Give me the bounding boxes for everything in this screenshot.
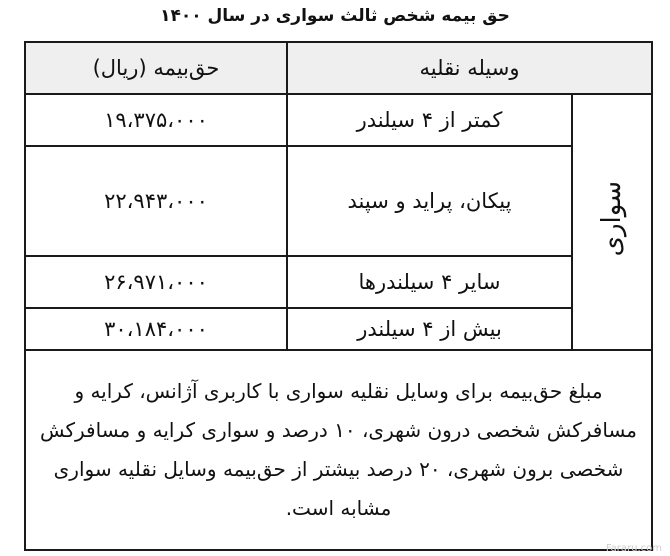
table-header-row bbox=[25, 42, 652, 94]
price-cell: ۳۰،۱۸۴،۰۰۰ bbox=[25, 308, 287, 350]
vehicle-cell: بیش از ۴ سیلندر bbox=[287, 308, 572, 350]
note-row bbox=[25, 350, 652, 550]
watermark: Fararu.com bbox=[605, 543, 662, 554]
table-row bbox=[25, 308, 652, 350]
price-cell: ۱۹،۳۷۵،۰۰۰ bbox=[25, 94, 287, 146]
note-text: مبلغ حق‌بیمه برای وسایل نقلیه سواری با کاربری آژانس، کرایه و مسافرکش شخصی درون شهری، ۱۰ درصد و سواری کرایه و مسافرکش شخصی برون شهری، ۲۰ درصد بیشتر از حق‌بیمه وسایل نقلیه سواری مشابه است. bbox=[25, 350, 652, 550]
price-cell: ۲۶،۹۷۱،۰۰۰ bbox=[25, 256, 287, 308]
header-price: حق‌بیمه (ریال) bbox=[25, 42, 287, 94]
vehicle-cell: پیکان، پراید و سپند bbox=[287, 146, 572, 256]
header-vehicle: وسیله نقلیه bbox=[287, 42, 652, 94]
price-cell: ۲۲،۹۴۳،۰۰۰ bbox=[25, 146, 287, 256]
vehicle-cell: کمتر از ۴ سیلندر bbox=[287, 94, 572, 146]
table-row bbox=[25, 256, 652, 308]
insurance-table bbox=[24, 41, 653, 551]
category-cell bbox=[572, 94, 652, 350]
table-title: حق بیمه شخص ثالث سواری در سال ۱۴۰۰ bbox=[160, 6, 510, 26]
table-row bbox=[25, 146, 652, 256]
category-label: سواری bbox=[597, 180, 628, 257]
table-row bbox=[25, 94, 652, 146]
vehicle-cell: سایر ۴ سیلندرها bbox=[287, 256, 572, 308]
